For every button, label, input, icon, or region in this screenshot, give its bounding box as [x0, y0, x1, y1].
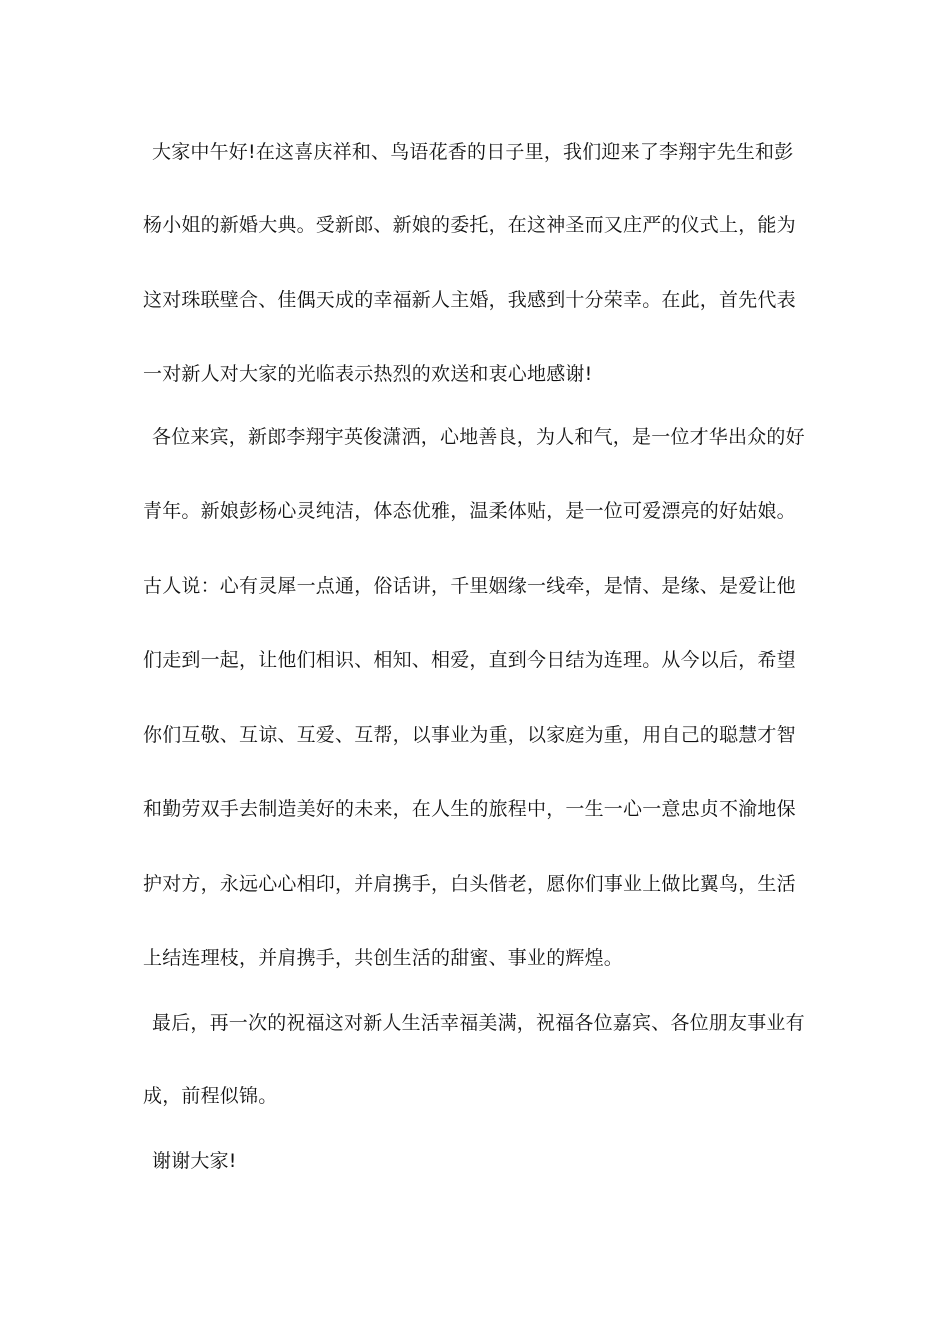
paragraph-1-line-1: 大家中午好!在这喜庆祥和、鸟语花香的日子里，我们迎来了李翔宇先生和彭: [152, 141, 794, 163]
paragraph-2-line-4: 们走到一起，让他们相识、相知、相爱，直到今日结为连理。从今以后，希望: [143, 649, 796, 671]
paragraph-1-line-3: 这对珠联壁合、佳偶天成的幸福新人主婚，我感到十分荣幸。在此，首先代表: [143, 289, 796, 311]
paragraph-3-line-1: 最后，再一次的祝福这对新人生活幸福美满，祝福各位嘉宾、各位朋友事业有: [152, 1012, 805, 1034]
paragraph-2-line-1: 各位来宾，新郎李翔宇英俊潇洒，心地善良，为人和气，是一位才华出众的好: [152, 426, 805, 448]
paragraph-2-line-8: 上结连理枝，并肩携手，共创生活的甜蜜、事业的辉煌。: [143, 947, 624, 969]
paragraph-1-line-4: 一对新人对大家的光临表示热烈的欢送和衷心地感谢!: [143, 363, 593, 385]
paragraph-2-line-7: 护对方，永远心心相印，并肩携手，白头偕老，愿你们事业上做比翼鸟，生活: [143, 873, 796, 895]
paragraph-3-line-2: 成，前程似锦。: [143, 1085, 278, 1107]
paragraph-2-line-5: 你们互敬、互谅、互爱、互帮，以事业为重，以家庭为重，用自己的聪慧才智: [143, 724, 796, 746]
paragraph-2-line-3: 古人说：心有灵犀一点通，俗话讲，千里姻缘一线牵，是情、是缘、是爱让他: [143, 575, 796, 597]
paragraph-1-line-2: 杨小姐的新婚大典。受新郎、新娘的委托，在这神圣而又庄严的仪式上，能为: [143, 214, 796, 236]
paragraph-2-line-2: 青年。新娘彭杨心灵纯洁，体态优雅，温柔体贴，是一位可爱漂亮的好姑娘。: [143, 500, 796, 522]
paragraph-4-line-1: 谢谢大家!: [152, 1150, 237, 1172]
paragraph-2-line-6: 和勤劳双手去制造美好的未来，在人生的旅程中，一生一心一意忠贞不渝地保: [143, 798, 796, 820]
